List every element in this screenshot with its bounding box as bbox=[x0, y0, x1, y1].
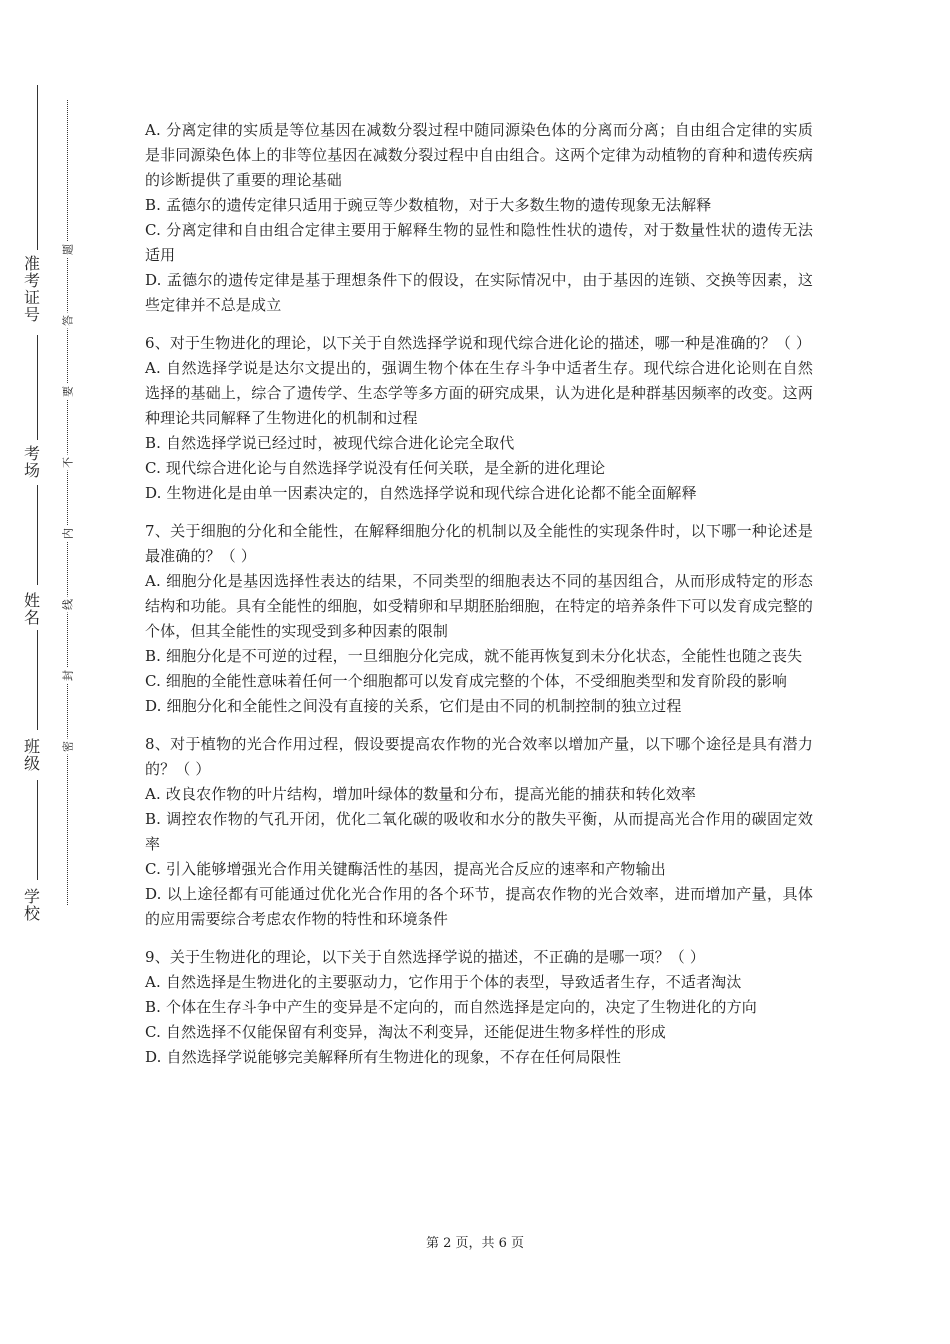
class-line bbox=[37, 630, 38, 730]
option-b: B. 孟德尔的遗传定律只适用于豌豆等少数植物，对于大多数生物的遗传现象无法解释 bbox=[145, 196, 712, 214]
seal-char: 密 bbox=[62, 739, 75, 755]
page-content bbox=[145, 118, 813, 1083]
name-line bbox=[37, 485, 38, 585]
seal-char: 题 bbox=[62, 242, 75, 258]
option-d: D. 细胞分化和全能性之间没有直接的关系，它们是由不同的机制控制的独立过程 bbox=[145, 697, 682, 715]
seal-char: 要 bbox=[62, 384, 75, 400]
option-c: C. 引入能够增强光合作用关键酶活性的基因，提高光合反应的速率和产物输出 bbox=[145, 860, 666, 878]
seal-char: 内 bbox=[62, 526, 75, 542]
question-stem: 8、对于植物的光合作用过程，假设要提高农作物的光合效率以增加产量，以下哪个途径是具有潜力的？（ ） bbox=[145, 735, 813, 778]
binding-margin bbox=[20, 0, 44, 1344]
school-line bbox=[37, 780, 38, 880]
option-a: A. 细胞分化是基因选择性表达的结果，不同类型的细胞表达不同的基因组合，从而形成特定的形态结构和功能。具有全能性的细胞，如受精卵和早期胚胎细胞，在特定的培养条件下可以发育成完整的个体，但其全能性的实现受到多种因素的限制 bbox=[145, 572, 813, 640]
question-stem: 9、关于生物进化的理论，以下关于自然选择学说的描述，不正确的是哪一项？（ ） bbox=[145, 948, 706, 966]
exam-room-line bbox=[37, 335, 38, 440]
option-c: C. 细胞的全能性意味着任何一个细胞都可以发育成完整的个体，不受细胞类型和发育阶段的影响 bbox=[145, 672, 788, 690]
option-b: B. 细胞分化是不可逆的过程，一旦细胞分化完成，就不能再恢复到未分化状态，全能性也随之丧失 bbox=[145, 647, 803, 665]
question-7 bbox=[145, 519, 813, 719]
question-6 bbox=[145, 331, 813, 506]
question-stem: 6、对于生物进化的理论，以下关于自然选择学说和现代综合进化论的描述，哪一种是准确的？（ ） bbox=[145, 334, 812, 352]
label-class: 班 级 bbox=[23, 737, 40, 773]
label-exam-room: 考 场 bbox=[23, 444, 40, 480]
question-9 bbox=[145, 945, 813, 1070]
label-exam-number: 准 考 证 号 bbox=[23, 254, 40, 324]
option-a: A. 自然选择是生物进化的主要驱动力，它作用于个体的表型，导致适者生存，不适者淘汰 bbox=[145, 973, 742, 991]
option-d: D. 以上途径都有可能通过优化光合作用的各个环节，提高农作物的光合效率，进而增加产量，具体的应用需要综合考虑农作物的特性和环境条件 bbox=[145, 885, 813, 928]
option-c: C. 现代综合进化论与自然选择学说没有任何关联，是全新的进化理论 bbox=[145, 459, 606, 477]
seal-dotted-line bbox=[67, 100, 68, 905]
option-b: B. 调控农作物的气孔开闭，优化二氧化碳的吸收和水分的散失平衡，从而提高光合作用的碳固定效率 bbox=[145, 810, 813, 853]
question-8 bbox=[145, 732, 813, 932]
question-stem: 7、关于细胞的分化和全能性，在解释细胞分化的机制以及全能性的实现条件时，以下哪一种论述是最准确的？（ ） bbox=[145, 522, 813, 565]
option-b: B. 自然选择学说已经过时，被现代综合进化论完全取代 bbox=[145, 434, 515, 452]
question-5-continued bbox=[145, 118, 813, 318]
option-a: A. 改良农作物的叶片结构，增加叶绿体的数量和分布，提高光能的捕获和转化效率 bbox=[145, 785, 697, 803]
option-c: C. 自然选择不仅能保留有利变异，淘汰不利变异，还能促进生物多样性的形成 bbox=[145, 1023, 666, 1041]
page-footer: 第 2 页，共 6 页 bbox=[425, 1236, 525, 1251]
option-c: C. 分离定律和自由组合定律主要用于解释生物的显性和隐性性状的遗传，对于数量性状的遗传无法适用 bbox=[145, 221, 813, 264]
seal-char: 不 bbox=[62, 455, 75, 471]
option-a: A. 自然选择学说是达尔文提出的，强调生物个体在生存斗争中适者生存。现代综合进化论则在自然选择的基础上，综合了遗传学、生态学等多方面的研究成果，认为进化是种群基因频率的改变。这两种理论共同解释了生物进化的机制和过程 bbox=[145, 359, 813, 427]
option-d: D. 生物进化是由单一因素决定的，自然选择学说和现代综合进化论都不能全面解释 bbox=[145, 484, 697, 502]
seal-char: 封 bbox=[62, 668, 75, 684]
option-d: D. 孟德尔的遗传定律是基于理想条件下的假设，在实际情况中，由于基因的连锁、交换等因素，这些定律并不总是成立 bbox=[145, 271, 813, 314]
label-name: 姓 名 bbox=[23, 591, 40, 627]
seal-char: 线 bbox=[62, 597, 75, 613]
label-school: 学 校 bbox=[23, 887, 40, 923]
option-a: A. 分离定律的实质是等位基因在减数分裂过程中随同源染色体的分离而分离；自由组合定律的实质是非同源染色体上的非等位基因在减数分裂过程中自由组合。这两个定律为动植物的育种和遗传疾病的诊断提供了重要的理论基础 bbox=[145, 121, 813, 189]
option-d: D. 自然选择学说能够完美解释所有生物进化的现象，不存在任何局限性 bbox=[145, 1048, 621, 1066]
option-b: B. 个体在生存斗争中产生的变异是不定向的，而自然选择是定向的，决定了生物进化的方向 bbox=[145, 998, 757, 1016]
seal-char: 答 bbox=[62, 313, 75, 329]
exam-number-line bbox=[37, 85, 38, 250]
